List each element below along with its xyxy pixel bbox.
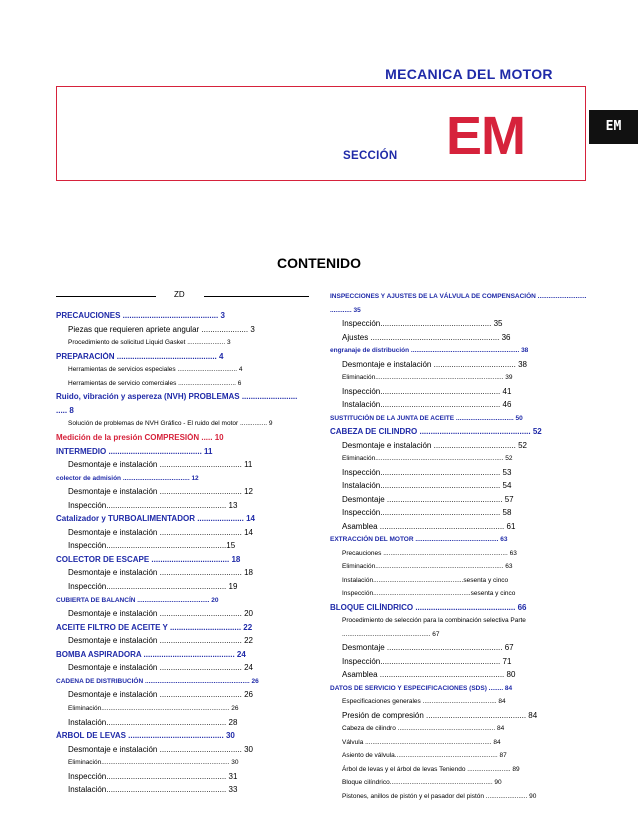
toc-subentry[interactable]: Herramientas de servicio comerciales ................................ 6: [68, 379, 242, 387]
toc-section-entry[interactable]: COLECTOR DE ESCAPE ................................... 18: [56, 554, 241, 564]
toc-section-entry[interactable]: Catalizador y TURBOALIMENTADOR ..................... 14: [56, 514, 255, 524]
toc-subentry[interactable]: Asamblea ........................................................ 61: [342, 521, 516, 531]
toc-subentry[interactable]: Válvula ...................................................................... 84: [342, 738, 501, 746]
divider: [56, 296, 156, 297]
toc-subentry[interactable]: Desmontaje e instalación ..................................... 38: [342, 359, 527, 369]
toc-subentry[interactable]: Inspección...................................................... 31: [68, 771, 238, 781]
toc-subentry[interactable]: Piezas que requieren apriete angular ..................... 3: [68, 324, 255, 334]
toc-subentry[interactable]: Asamblea ........................................................ 80: [342, 670, 516, 679]
toc-section-entry[interactable]: DATOS DE SERVICIO Y ESPECIFICACIONES (SDS) ........ 84: [330, 684, 513, 692]
toc-subentry[interactable]: Inspección......................................................15: [68, 541, 236, 551]
toc-section-entry[interactable]: Ruido, vibración y aspereza (NVH) PROBLEMAS .........................: [56, 392, 298, 402]
toc-subentry[interactable]: Desmontaje e instalación ..................................... 52: [342, 440, 527, 450]
toc-subentry[interactable]: Inspección...................................................... 58: [342, 508, 512, 517]
toc-subentry[interactable]: Precauciones ..................................................................... 63: [342, 549, 517, 557]
toc-subentry[interactable]: Desmontaje e instalación ..................................... 20: [68, 609, 253, 619]
toc-subentry[interactable]: Instalación..................................................sesenta y cinco: [342, 576, 509, 584]
toc-subentry[interactable]: Eliminación....................................................................... 30: [68, 759, 239, 767]
toc-subentry[interactable]: Procedimiento de selección para la combinación selectiva Parte: [342, 617, 526, 624]
toc-section-entry[interactable]: SUSTITUCIÓN DE LA JUNTA DE ACEITE ................................ 50: [330, 414, 523, 422]
section-code: EM: [446, 106, 525, 166]
toc-subentry[interactable]: Desmontaje .................................................... 57: [342, 494, 514, 504]
divider: [204, 296, 309, 297]
toc-subentry[interactable]: Desmontaje e instalación ..................................... 24: [68, 663, 253, 673]
toc-subentry[interactable]: Desmontaje .................................................... 67: [342, 643, 514, 652]
toc-subentry[interactable]: Inspección...................................................... 53: [342, 467, 512, 477]
toc-subentry[interactable]: Inspección...................................................... 13: [68, 500, 238, 510]
toc-subentry[interactable]: Bloque cilíndrico......................................................... 90: [342, 779, 502, 786]
toc-subentry[interactable]: Instalación...................................................... 33: [68, 785, 238, 795]
toc-section-entry[interactable]: CADENA DE DISTRIBUCIÓN .......................................................... 26: [56, 677, 259, 685]
toc-subentry[interactable]: Eliminación....................................................................... 39: [342, 374, 513, 381]
toc-subentry[interactable]: Herramientas de servicios especiales ................................. 4: [68, 366, 243, 374]
toc-subentry[interactable]: Instalación...................................................... 28: [68, 717, 238, 727]
toc-section-entry[interactable]: PRECAUCIONES ........................................... 3: [56, 311, 225, 320]
toc-subentry[interactable]: Ajustes .......................................................... 36: [342, 332, 511, 342]
toc-section-entry[interactable]: EXTRACCIÓN DEL MOTOR .............................................. 63: [330, 536, 508, 543]
toc-subentry[interactable]: Eliminación....................................................................... 52: [342, 455, 513, 462]
toc-subentry[interactable]: Inspección...................................................... 19: [68, 582, 238, 591]
toc-subentry[interactable]: Desmontaje e instalación ..................................... 22: [68, 636, 253, 646]
toc-subentry[interactable]: Inspección......................................................sesenta y cinco: [342, 590, 516, 597]
engine-label: ZD: [174, 290, 185, 299]
section-side-tab[interactable]: EM: [589, 110, 638, 144]
toc-section-entry[interactable]: ACEITE FILTRO DE ACEITE Y ................................ 22: [56, 622, 253, 632]
toc-subentry[interactable]: Desmontaje e instalación ..................................... 12: [68, 487, 253, 497]
toc-section-entry[interactable]: INTERMEDIO .......................................... 11: [56, 446, 213, 456]
toc-section-entry[interactable]: CABEZA DE CILINDRO .................................................. 52: [330, 427, 542, 436]
contents-title: CONTENIDO: [277, 255, 361, 271]
toc-subentry[interactable]: Desmontaje e instalación ..................................... 30: [68, 744, 253, 754]
toc-subentry[interactable]: Desmontaje e instalación ..................................... 14: [68, 527, 253, 537]
toc-subentry[interactable]: Cabeza de cilindro ...................................................... 84: [342, 725, 505, 732]
toc-subentry[interactable]: Árbol de levas y el árbol de levas Teniendo ........................ 89: [342, 765, 520, 773]
toc-subentry[interactable]: Pistones, anillos de pistón y el pasador del pistón ....................... 90: [342, 792, 537, 800]
engine-label-row: [56, 290, 311, 304]
toc-section-entry[interactable]: BOMBA ASPIRADORA ......................................... 24: [56, 649, 246, 659]
toc-section-entry[interactable]: INSPECCIONES Y AJUSTES DE LA VÁLVULA DE COMPENSACIÓN ...........................: [330, 293, 587, 300]
toc-subentry[interactable]: Eliminación....................................................................... 63: [342, 563, 513, 570]
toc-subentry[interactable]: Solución de problemas de NVH Gráfico - El ruido del motor ............... 9: [68, 420, 273, 428]
toc-subentry[interactable]: Inspección...................................................... 71: [342, 656, 512, 666]
toc-section-entry[interactable]: ............ 35: [330, 306, 361, 314]
toc-subentry[interactable]: Presión de compresión ............................................. 84: [342, 710, 538, 720]
toc-subentry[interactable]: Asiento de válvula......................................................... 87: [342, 752, 507, 759]
toc-subentry[interactable]: Desmontaje e instalación ..................................... 26: [68, 690, 253, 700]
toc-subentry[interactable]: Desmontaje e instalación ..................................... 18: [68, 568, 253, 578]
toc-subentry[interactable]: Especificaciones generales ......................................... 84: [342, 698, 506, 705]
toc-section-entry[interactable]: ..... 8: [56, 405, 74, 415]
toc-subentry[interactable]: Eliminación....................................................................... 26: [68, 704, 239, 712]
toc-subentry[interactable]: Instalación...................................................... 46: [342, 400, 512, 409]
toc-subentry[interactable]: Instalación...................................................... 54: [342, 481, 512, 490]
manual-title: MECANICA DEL MOTOR: [385, 66, 553, 82]
toc-section-entry[interactable]: PREPARACIÓN ............................................. 4: [56, 351, 224, 361]
toc-subentry[interactable]: Inspección.................................................. 35: [342, 319, 503, 328]
toc-section-entry[interactable]: Medición de la presión COMPRESIÓN ..... 10: [56, 432, 224, 442]
section-label: SECCIÓN: [343, 150, 398, 162]
toc-section-entry[interactable]: engranaje de distribución ............................................................ 38: [330, 347, 529, 354]
toc-section-entry[interactable]: ÁRBOL DE LEVAS ........................................... 30: [56, 731, 235, 741]
toc-subentry[interactable]: ................................................. 67: [342, 630, 440, 638]
toc-subentry[interactable]: Desmontaje e instalación ..................................... 11: [68, 460, 253, 470]
toc-subentry[interactable]: Inspección...................................................... 41: [342, 386, 512, 396]
toc-section-entry[interactable]: colector de admisión ..................................... 12: [56, 474, 199, 482]
toc-section-entry[interactable]: BLOQUE CILÍNDRICO ............................................. 66: [330, 602, 527, 612]
toc-subentry[interactable]: Procedimiento de solicitud Liquid Gasket ..................... 3: [68, 339, 231, 347]
toc-section-entry[interactable]: CUBIERTA DE BALANCÍN ........................................ 20: [56, 596, 219, 604]
